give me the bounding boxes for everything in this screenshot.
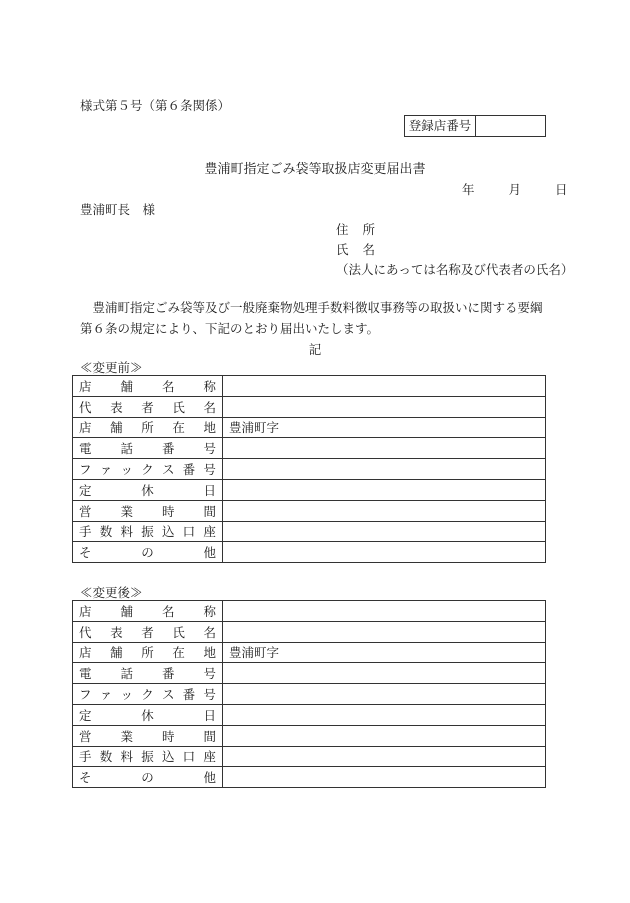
table-row bbox=[73, 521, 546, 542]
table-row bbox=[73, 396, 546, 417]
row-label: 代 表 者 氏 名 bbox=[73, 396, 223, 417]
row-value-field[interactable] bbox=[223, 601, 546, 622]
table-row bbox=[73, 746, 546, 767]
row-value-field[interactable] bbox=[223, 376, 546, 397]
applicant-note: （法人にあっては名称及び代表者の氏名） bbox=[336, 262, 574, 277]
row-label: 営 業 時 間 bbox=[73, 725, 223, 746]
row-label: そ の 他 bbox=[73, 542, 223, 563]
row-value-field[interactable] bbox=[223, 521, 546, 542]
after-table bbox=[72, 600, 546, 788]
table-row bbox=[73, 376, 546, 397]
row-label: 手 数 料 振 込 口 座 bbox=[73, 746, 223, 767]
table-row bbox=[73, 767, 546, 788]
applicant-name-label: 氏 名 bbox=[336, 242, 376, 257]
form-number: 様式第５号（第６条関係） bbox=[80, 98, 231, 113]
row-value-field[interactable]: 豊浦町字 bbox=[223, 642, 546, 663]
row-label: 定 休 日 bbox=[73, 479, 223, 500]
registration-box bbox=[404, 115, 546, 137]
table-row bbox=[73, 684, 546, 705]
after-section-label: ≪変更後≫ bbox=[80, 585, 143, 600]
row-value-field[interactable] bbox=[223, 500, 546, 521]
date-month: 月 bbox=[508, 182, 521, 197]
registration-label: 登録店番号 bbox=[405, 116, 476, 136]
table-row bbox=[73, 438, 546, 459]
row-value-field[interactable]: 豊浦町字 bbox=[223, 417, 546, 438]
row-value-field[interactable] bbox=[223, 663, 546, 684]
table-row bbox=[73, 479, 546, 500]
row-label: 店 舗 名 称 bbox=[73, 601, 223, 622]
row-value-field[interactable] bbox=[223, 459, 546, 480]
row-value-field[interactable] bbox=[223, 396, 546, 417]
row-label: 手 数 料 振 込 口 座 bbox=[73, 521, 223, 542]
row-label: 代 表 者 氏 名 bbox=[73, 621, 223, 642]
body-text: 豊浦町指定ごみ袋等及び一般廃棄物処理手数料徴収事務等の取扱いに関する要綱第６条の規定により、下記のとおり届出いたします。 bbox=[80, 300, 543, 336]
document-title: 豊浦町指定ごみ袋等取扱店変更届出書 bbox=[204, 162, 426, 177]
applicant-address-label: 住 所 bbox=[336, 222, 376, 237]
row-value-field[interactable] bbox=[223, 542, 546, 563]
table-row bbox=[73, 663, 546, 684]
table-row bbox=[73, 642, 546, 663]
row-value-field[interactable] bbox=[223, 746, 546, 767]
addressee: 豊浦町長 様 bbox=[80, 202, 156, 217]
row-label: 店 舗 所 在 地 bbox=[73, 642, 223, 663]
row-label: 電 話 番 号 bbox=[73, 438, 223, 459]
row-label: そ の 他 bbox=[73, 767, 223, 788]
table-row bbox=[73, 500, 546, 521]
before-table bbox=[72, 375, 546, 563]
row-label: 店 舗 名 称 bbox=[73, 376, 223, 397]
date-year: 年 bbox=[462, 182, 475, 197]
table-row bbox=[73, 704, 546, 725]
ki-heading: 記 bbox=[308, 342, 322, 357]
row-value-field[interactable] bbox=[223, 684, 546, 705]
row-value-field[interactable] bbox=[223, 438, 546, 459]
table-row bbox=[73, 601, 546, 622]
row-label: 定 休 日 bbox=[73, 704, 223, 725]
row-value-field[interactable] bbox=[223, 479, 546, 500]
row-value-field[interactable] bbox=[223, 621, 546, 642]
row-value-field[interactable] bbox=[223, 704, 546, 725]
row-label: 営 業 時 間 bbox=[73, 500, 223, 521]
row-value-field[interactable] bbox=[223, 767, 546, 788]
table-row bbox=[73, 417, 546, 438]
date-day: 日 bbox=[554, 182, 568, 197]
table-row bbox=[73, 459, 546, 480]
row-label: 店 舗 所 在 地 bbox=[73, 417, 223, 438]
row-label: フ ァ ッ ク ス 番 号 bbox=[73, 684, 223, 705]
table-row bbox=[73, 542, 546, 563]
row-label: 電 話 番 号 bbox=[73, 663, 223, 684]
row-value-field[interactable] bbox=[223, 725, 546, 746]
date-line bbox=[462, 180, 567, 198]
before-section-label: ≪変更前≫ bbox=[80, 360, 143, 375]
row-label: フ ァ ッ ク ス 番 号 bbox=[73, 459, 223, 480]
table-row bbox=[73, 621, 546, 642]
table-row bbox=[73, 725, 546, 746]
